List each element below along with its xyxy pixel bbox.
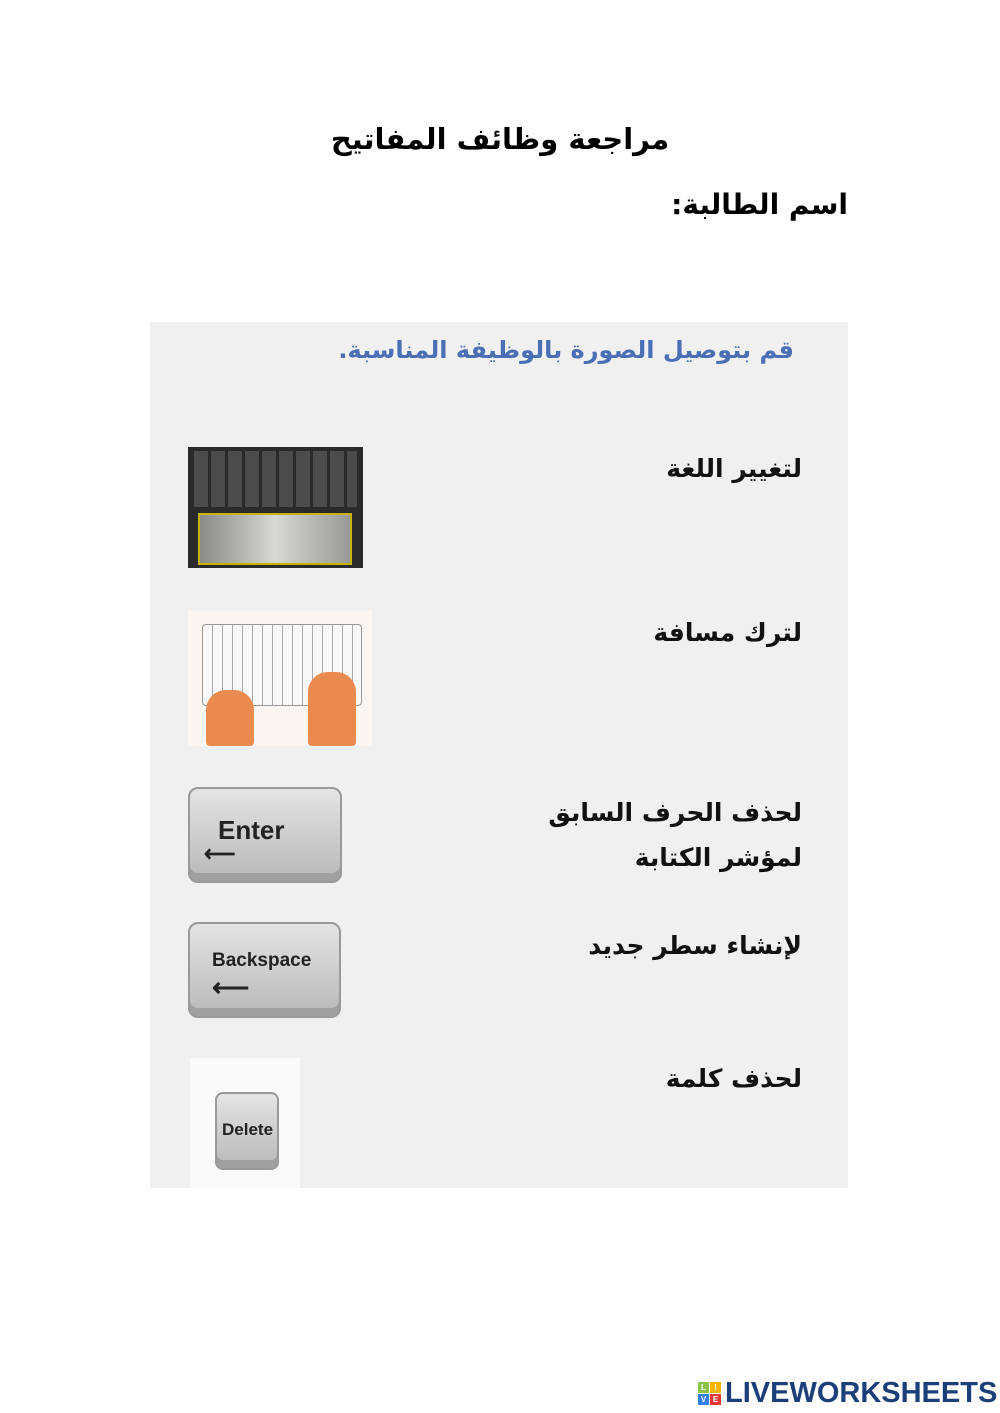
left-hand-icon (206, 690, 254, 746)
function-space[interactable]: لترك مسافة (653, 618, 802, 647)
function-delete-word[interactable]: لحذف كلمة (665, 1064, 802, 1093)
function-change-language[interactable]: لتغيير اللغة (666, 454, 802, 483)
backspace-key-image[interactable] (188, 922, 341, 1018)
function-new-line[interactable]: لإنشاء سطر جديد (588, 931, 802, 960)
right-hand-icon (308, 672, 356, 746)
spacebar-image[interactable] (188, 447, 363, 568)
instruction: قم بتوصيل الصورة بالوظيفة المناسبة. (338, 336, 794, 364)
backspace-key-label: Backspace (212, 950, 312, 971)
enter-key-image[interactable] (188, 787, 342, 883)
keyboard-hands-image[interactable] (188, 610, 372, 746)
student-name-label: اسم الطالبة: (671, 188, 848, 221)
delete-key-label: Delete (222, 1120, 274, 1139)
logo-squares-icon: L I V E (698, 1382, 721, 1405)
function-delete-previous-char[interactable]: لحذف الحرف السابق لمؤشر الكتابة (548, 798, 802, 872)
liveworksheets-logo (698, 1377, 997, 1410)
logo-text: LIVEWORKSHEETS (725, 1377, 998, 1409)
delete-key-image[interactable] (190, 1058, 300, 1188)
spacebar-key-icon (198, 513, 352, 565)
backspace-arrow-icon: ⟵ (212, 972, 250, 1002)
enter-key-label: Enter (218, 815, 285, 845)
enter-arrow-icon: ⟵ (204, 841, 236, 866)
worksheet-title: مراجعة وظائف المفاتيح (330, 122, 670, 156)
